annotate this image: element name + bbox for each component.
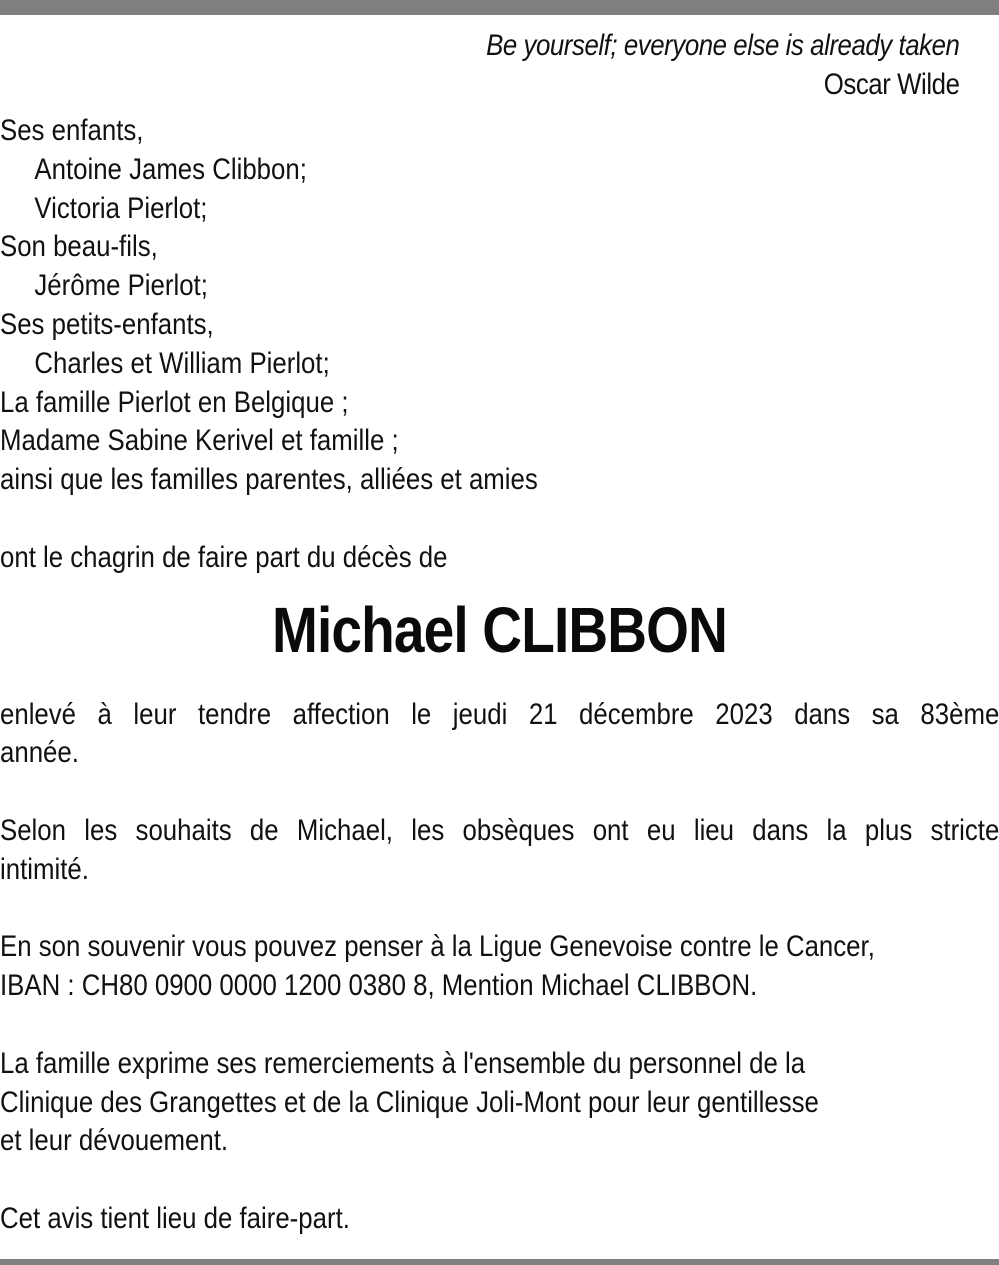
quote-author: Oscar Wilde bbox=[823, 68, 959, 101]
funeral-line: intimité. bbox=[0, 852, 89, 886]
funeral-line: Selon les souhaits de Michael, les obsèques ont eu lieu dans la plus stricte bbox=[0, 813, 999, 847]
thanks-line: La famille exprime ses remerciements à l'ensemble du personnel de la bbox=[0, 1046, 806, 1080]
top-rule bbox=[0, 0, 999, 15]
son-in-law-name: Jérôme Pierlot; bbox=[34, 269, 208, 303]
epigraph bbox=[486, 26, 959, 104]
grandchildren-names: Charles et William Pierlot; bbox=[34, 346, 330, 380]
death-notice-line: enlevé à leur tendre affection le jeudi 21 décembre 2023 dans sa 83ème bbox=[0, 697, 999, 731]
son-in-law-heading: Son beau-fils, bbox=[0, 230, 158, 264]
closing-line: Cet avis tient lieu de faire-part. bbox=[0, 1201, 350, 1235]
donation-line: IBAN : CH80 0900 0000 1200 0380 8, Mention Michael CLIBBON. bbox=[0, 969, 758, 1003]
grandchildren-heading: Ses petits-enfants, bbox=[0, 307, 214, 341]
child-name: Antoine James Clibbon; bbox=[34, 152, 307, 186]
thanks-line: et leur dévouement. bbox=[0, 1124, 229, 1158]
quote-text: Be yourself; everyone else is already taken bbox=[485, 29, 959, 62]
family-line: ainsi que les familles parentes, alliées et amies bbox=[0, 463, 538, 497]
announcement-text: ont le chagrin de faire part du décès de bbox=[0, 540, 448, 574]
deceased-name: Michael CLIBBON bbox=[272, 593, 727, 666]
thanks-line: Clinique des Grangettes et de la Clinique Joli-Mont pour leur gentillesse bbox=[0, 1085, 819, 1119]
family-line: La famille Pierlot en Belgique ; bbox=[0, 385, 349, 419]
death-notice-line: année. bbox=[0, 736, 79, 770]
children-heading: Ses enfants, bbox=[0, 114, 144, 147]
obituary-body bbox=[0, 112, 999, 1239]
family-line: Madame Sabine Kerivel et famille ; bbox=[0, 424, 399, 458]
child-name: Victoria Pierlot; bbox=[34, 191, 208, 225]
bottom-rule bbox=[0, 1259, 999, 1265]
donation-line: En son souvenir vous pouvez penser à la Ligue Genevoise contre le Cancer, bbox=[0, 930, 875, 964]
